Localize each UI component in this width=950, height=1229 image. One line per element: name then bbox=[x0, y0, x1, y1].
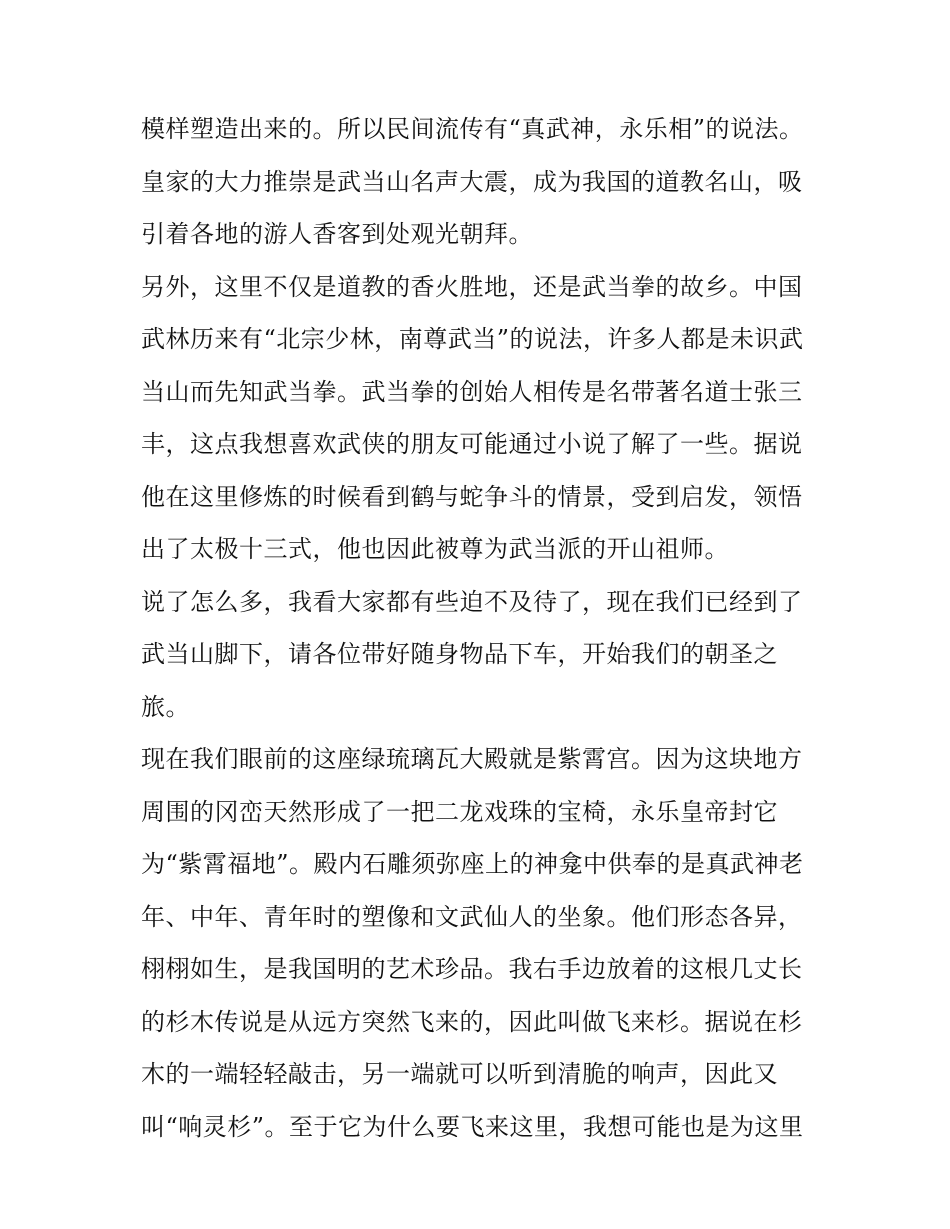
text-line: 叫“响灵杉”。至于它为什么要飞来这里，我想可能也是为这里 bbox=[141, 1112, 804, 1141]
text-line: 旅。 bbox=[141, 692, 190, 721]
text-line: 皇家的大力推崇是武当山名声大震，成为我国的道教名山，吸 bbox=[141, 167, 803, 196]
text-line: 武林历来有“北宗少林，南尊武当”的说法，许多人都是未识武 bbox=[141, 325, 804, 353]
text-line: 另外，这里不仅是道教的香火胜地，还是武当拳的故乡。中国 bbox=[141, 272, 803, 301]
text-line: 丰，这点我想喜欢武侠的朋友可能通过小说了解了一些。据说 bbox=[141, 430, 803, 458]
text-line: 现在我们眼前的这座绿琉璃瓦大殿就是紫霄宫。因为这块地方 bbox=[141, 745, 803, 773]
text-line: 说了怎么多，我看大家都有些迫不及待了，现在我们已经到了 bbox=[141, 587, 803, 616]
text-line: 为“紫霄福地”。殿内石雕须弥座上的神龛中供奉的是真武神老 bbox=[141, 850, 804, 878]
text-line: 出了太极十三式，他也因此被尊为武当派的开山祖师。 bbox=[141, 535, 729, 563]
text-line: 年、中年、青年时的塑像和文武仙人的坐象。他们形态各异， bbox=[141, 902, 803, 931]
body-text bbox=[141, 103, 821, 1153]
text-line: 模样塑造出来的。所以民间流传有“真武神，永乐相”的说法。 bbox=[141, 115, 804, 143]
text-line: 周围的冈峦天然形成了一把二龙戏珠的宝椅，永乐皇帝封它 bbox=[141, 797, 778, 826]
text-line: 的杉木传说是从远方突然飞来的，因此叫做飞来杉。据说在杉 bbox=[141, 1007, 803, 1036]
text-line: 木的一端轻轻敲击，另一端就可以听到清脆的响声，因此又 bbox=[141, 1060, 778, 1088]
text-line: 他在这里修炼的时候看到鹤与蛇争斗的情景，受到启发，领悟 bbox=[141, 482, 803, 511]
text-line: 武当山脚下，请各位带好随身物品下车，开始我们的朝圣之 bbox=[141, 640, 778, 668]
text-line: 栩栩如生，是我国明的艺术珍品。我右手边放着的这根几丈长 bbox=[141, 955, 803, 983]
text-line: 当山而先知武当拳。武当拳的创始人相传是名带著名道士张三 bbox=[141, 377, 803, 406]
text-line: 引着各地的游人香客到处观光朝拜。 bbox=[141, 220, 533, 248]
